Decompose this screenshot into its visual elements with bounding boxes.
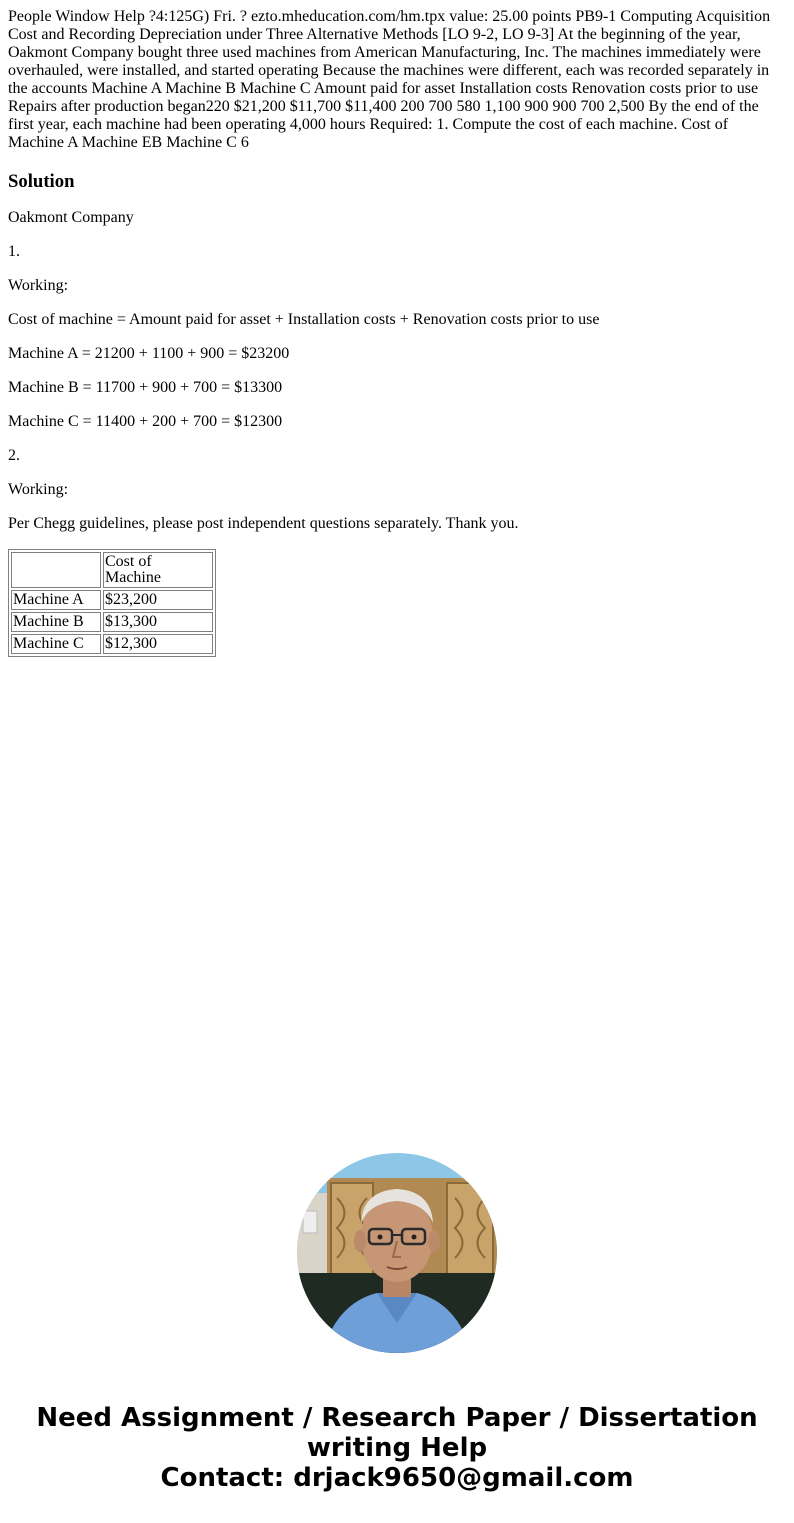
banner-line-2: writing Help — [306, 1433, 488, 1463]
author-portrait-image — [297, 1153, 497, 1353]
calc-machine-a: Machine A = 21200 + 1100 + 900 = $23200 — [8, 345, 290, 362]
table-row — [11, 612, 213, 632]
question-text: People Window Help ?4:125G) Fri. ? ezto.mheducation.com/hm.tpx value: 25.00 points PB9-1 Computing Acquisition Cost and Recording Depreciation under Three Alternative Methods [LO 9-2, LO 9-3] At the beginning of the year, Oakmont Company bought three used machines from American Manufacturing, Inc. The machines immediately were overhauled, were installed, and started operating Because the machines were different, each was recorded separately in the accounts Machine A Machine B Machine C Amount paid for asset Installation costs Renovation costs prior to use Repairs after production began220 $21,200 $11,700 $11,400 200 700 580 1,100 900 900 700 2,500 By the end of the first year, each machine had been operating 4,000 hours Required: 1. Compute the cost of each machine. Cost of Machine A Machine EB Machine C 6 — [8, 8, 771, 151]
author-avatar — [297, 1153, 497, 1353]
banner-contact-line: Contact: drjack9650@gmail.com — [160, 1463, 634, 1493]
calc-machine-c: Machine C = 11400 + 200 + 700 = $12300 — [8, 413, 283, 430]
table-row — [11, 634, 213, 654]
table-cell-value: $12,300 — [103, 634, 213, 654]
part-1-number: 1. — [8, 243, 20, 260]
table-cell-label: Machine B — [11, 612, 101, 632]
table-cell-value: $13,300 — [103, 612, 213, 632]
part-1-working-label: Working: — [8, 277, 69, 294]
table-header-row — [11, 552, 213, 588]
part-2-working-label: Working: — [8, 481, 69, 498]
cost-table — [8, 549, 216, 657]
table-row — [11, 590, 213, 610]
table-cell-label: Machine A — [11, 590, 101, 610]
table-cell-value: $23,200 — [103, 590, 213, 610]
table-cell-label: Machine C — [11, 634, 101, 654]
table-header-cell — [11, 552, 101, 588]
company-name: Oakmont Company — [8, 209, 134, 226]
part-2-number: 2. — [8, 447, 20, 464]
cost-formula: Cost of machine = Amount paid for asset + Installation costs + Renovation costs prior to use — [8, 311, 600, 328]
banner-line-1: Need Assignment / Research Paper / Dissertation — [36, 1403, 758, 1433]
contact-banner — [0, 1403, 794, 1493]
table-header-cell: Cost of Machine — [103, 552, 213, 588]
document-body — [8, 8, 786, 657]
solution-heading: Solution — [8, 171, 75, 192]
guidelines-note: Per Chegg guidelines, please post independent questions separately. Thank you. — [8, 515, 519, 532]
calc-machine-b: Machine B = 11700 + 900 + 700 = $13300 — [8, 379, 283, 396]
